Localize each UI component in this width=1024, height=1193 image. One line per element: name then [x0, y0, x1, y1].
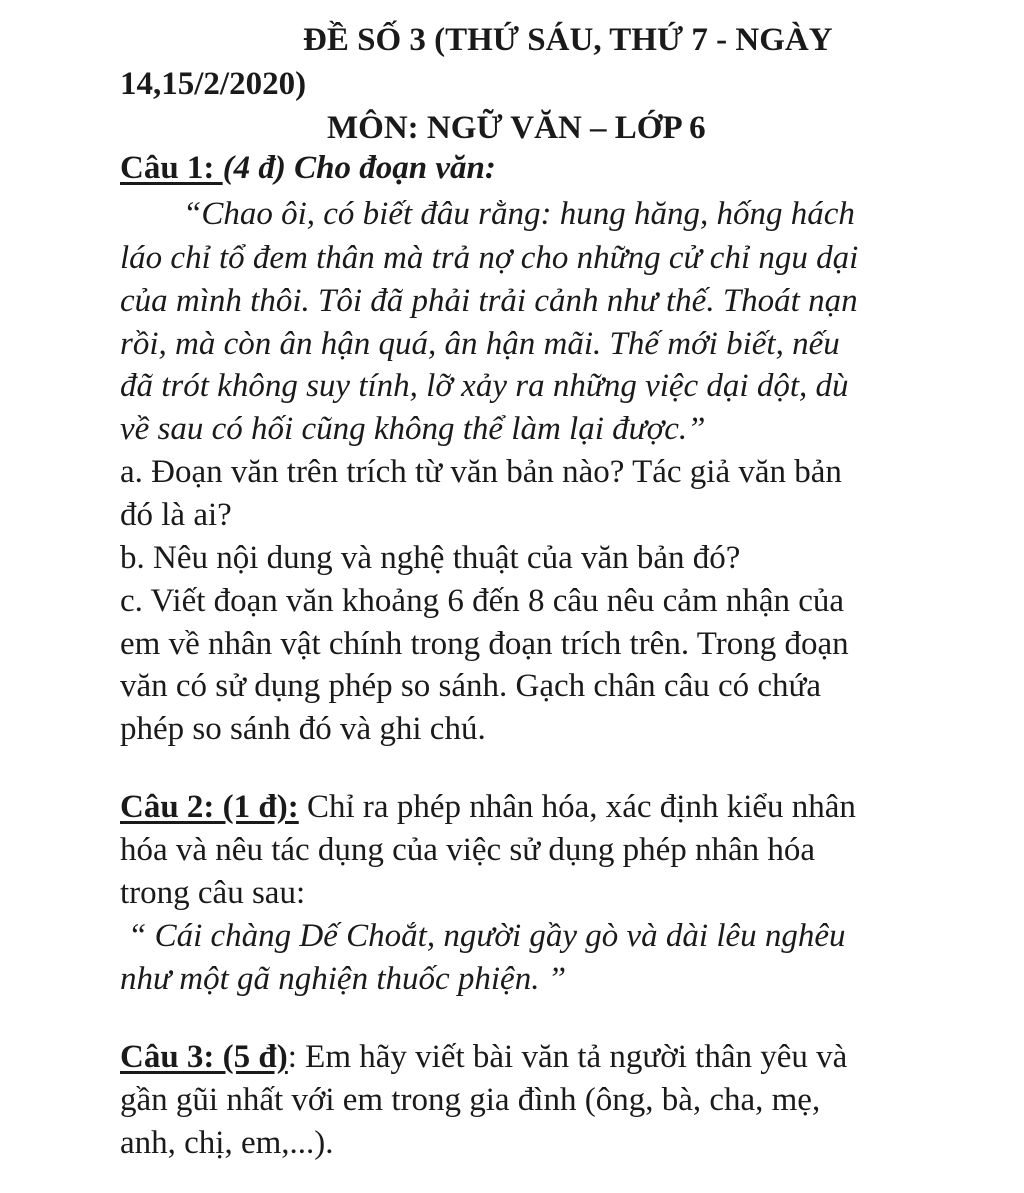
passage-line: “Chao ôi, có biết đâu rằng: hung hăng, hống hách [183, 196, 855, 232]
passage-line: về sau có hối cũng không thể làm lại được.” [120, 411, 706, 447]
passage-line: của mình thôi. Tôi đã phải trải cảnh như thế. Thoát nạn [120, 283, 858, 319]
question-2-text-line: trong câu sau: [120, 875, 306, 911]
question-1-part-a: a. Đoạn văn trên trích từ văn bản nào? Tác giả văn bản [120, 454, 842, 490]
question-2-quote: “ Cái chàng Dế Choắt, người gầy gò và dài lêu nghêu [128, 918, 846, 954]
passage-line: rồi, mà còn ân hận quá, ân hận mãi. Thế mới biết, nếu [120, 326, 840, 362]
question-1-label: Câu 1: [120, 150, 223, 186]
question-1-heading [120, 148, 496, 188]
question-1-part-c: c. Viết đoạn văn khoảng 6 đến 8 câu nêu cảm nhận của [120, 583, 845, 619]
passage-line: đã trót không suy tính, lỡ xảy ra những việc dại dột, dù [120, 368, 849, 404]
question-2-text-line: hóa và nêu tác dụng của việc sử dụng phép nhân hóa [120, 832, 816, 868]
question-1-part-c-continued: phép so sánh đó và ghi chú. [120, 711, 486, 747]
question-1-part-c-continued: em về nhân vật chính trong đoạn trích trên. Trong đoạn [120, 626, 849, 662]
question-1-points: (4 đ) Cho đoạn văn: [222, 150, 496, 186]
question-1-part-c-continued: văn có sử dụng phép so sánh. Gạch chân câu có chứa [120, 668, 822, 704]
question-3-heading [120, 1037, 847, 1077]
exam-title-line-1: ĐỀ SỐ 3 (THỨ SÁU, THỨ 7 - NGÀY [303, 22, 833, 58]
question-1-part-b: b. Nêu nội dung và nghệ thuật của văn bản đó? [120, 540, 741, 576]
question-2-label: Câu 2: (1 đ): [120, 789, 299, 825]
passage-line: láo chỉ tổ đem thân mà trả nợ cho những cử chỉ ngu dại [120, 240, 859, 276]
question-3-text: : Em hãy viết bài văn tả người thân yêu và [287, 1039, 848, 1075]
question-1-part-a-continued: đó là ai? [120, 497, 232, 533]
subject-heading: MÔN: NGỮ VĂN – LỚP 6 [327, 110, 706, 146]
question-2-text: Chỉ ra phép nhân hóa, xác định kiểu nhân [298, 789, 856, 825]
question-3-text-line: gần gũi nhất với em trong gia đình (ông, bà, cha, mẹ, [120, 1082, 821, 1118]
exam-title-line-2: 14,15/2/2020) [120, 66, 307, 102]
question-3-label: Câu 3: (5 đ) [120, 1039, 288, 1075]
question-3-text-line: anh, chị, em,...). [120, 1125, 334, 1161]
question-2-heading [120, 787, 856, 827]
question-2-quote-continued: như một gã nghiện thuốc phiện. ” [120, 961, 567, 997]
